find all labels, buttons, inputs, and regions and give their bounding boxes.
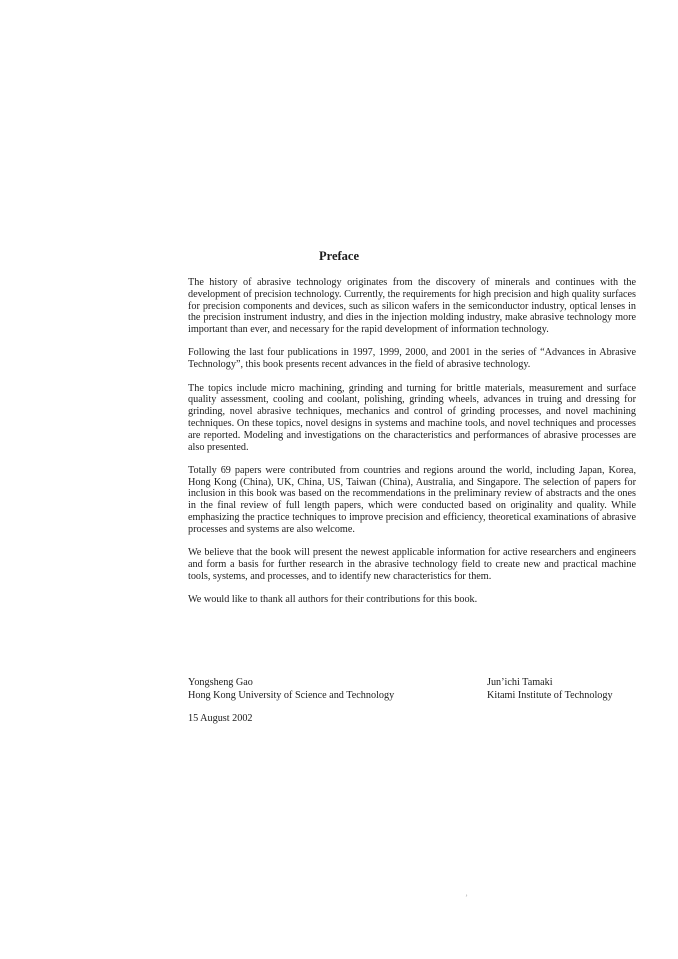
signature-left	[188, 677, 394, 702]
preface-body	[188, 277, 636, 617]
page-title: Preface	[318, 249, 359, 263]
date: 15 August 2002	[188, 713, 253, 724]
author-name-left: Yongsheng Gao	[188, 677, 253, 688]
paragraph-history: The history of abrasive technology originates from the discovery of minerals and continues with the development of precision technology. Currently, the requirements for high precision and high quality surfaces for precision components and devices, such as silicon wafers in the semiconductor industry, optical lenses in the precision instrument industry, and dies in the injection molding industry, make abrasive technology more important than ever, and necessary for the rapid development of information technology.	[188, 277, 636, 336]
paragraph-publications: Following the last four publications in 1997, 1999, 2000, and 2001 in the series of “Advances in Abrasive Technology”, this book presents recent advances in the field of abrasive technology.	[188, 347, 636, 371]
author-affiliation-right: Kitami Institute of Technology	[487, 689, 613, 701]
paragraph-papers: Totally 69 papers were contributed from countries and regions around the world, including Japan, Korea, Hong Kong (China), UK, China, US, Taiwan (China), Australia, and Singapore. The selection of papers for inclusion in this book was based on the recommendations in the preliminary review of abstracts and the ones in the final review of full length papers, which were conducted based on originality and quality. While emphasizing the practice techniques to improve precision and efficiency, theoretical examinations of abrasive processes and systems are also welcome.	[188, 464, 636, 535]
scan-speck: ʼ	[465, 893, 468, 903]
author-name-right: Jun’ichi Tamaki	[487, 677, 553, 688]
paragraph-thanks: We would like to thank all authors for their contributions for this book.	[188, 594, 478, 606]
signature-right	[487, 677, 613, 702]
paragraph-belief: We believe that the book will present the newest applicable information for active researchers and engineers and form a basis for further research in the abrasive technology field to create new and practical machine tools, systems, and processes, and to identify new characteristics for them.	[188, 547, 636, 582]
paragraph-topics: The topics include micro machining, grinding and turning for brittle materials, measurement and surface quality assessment, cooling and coolant, polishing, grinding wheels, advances in truing and dressing for grinding, novel abrasive techniques, mechanics and control of grinding processes, and novel machining techniques. On these topics, novel designs in systems and machine tools, and novel techniques and processes are reported. Modeling and investigations on the characteristics and performances of abrasive processes are also presented.	[188, 382, 636, 453]
author-affiliation-left: Hong Kong University of Science and Technology	[188, 689, 395, 701]
